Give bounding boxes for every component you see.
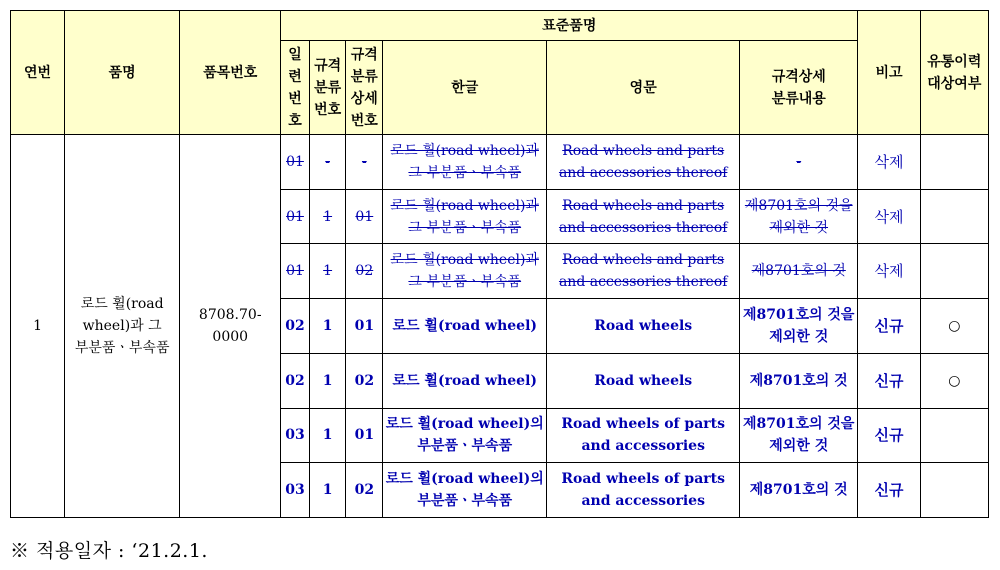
serial-number: 02 [281, 353, 310, 408]
spec-content: 제8701호의 것 [740, 244, 858, 299]
item-name: 로드 휠(road wheel)과 그 부분품ㆍ부속품 [65, 135, 180, 518]
header-seq: 연번 [11, 11, 65, 135]
spec-detail-number: 01 [346, 408, 383, 463]
spec-content: 제8701호의 것을 제외한 것 [740, 189, 858, 244]
header-serial: 일 련 번 호 [281, 41, 310, 135]
spec-class-number: 1 [309, 353, 346, 408]
korean-name: 로드 휠(road wheel) [383, 353, 547, 408]
remark: 신규 [858, 463, 920, 518]
distribution-flag [920, 408, 988, 463]
spec-content: 제8701호의 것 [740, 463, 858, 518]
english-name: Road wheels and parts and accessories thereof [547, 244, 740, 299]
item-seq: 1 [11, 135, 65, 518]
spec-class-number: 1 [309, 299, 346, 354]
distribution-flag [920, 189, 988, 244]
english-name: Road wheels of parts and accessories [547, 463, 740, 518]
spec-class-number: 1 [309, 189, 346, 244]
spec-detail-number: - [346, 135, 383, 190]
korean-name: 로드 휠(road wheel)의 부분품ㆍ부속품 [383, 408, 547, 463]
header-standard-group: 표준품명 [281, 11, 858, 41]
korean-name: 로드 휠(road wheel)과 그 부분품ㆍ부속품 [383, 189, 547, 244]
header-item-name: 품명 [65, 11, 180, 135]
spec-detail-number: 02 [346, 244, 383, 299]
serial-number: 01 [281, 244, 310, 299]
remark: 신규 [858, 408, 920, 463]
remark: 신규 [858, 353, 920, 408]
korean-name: 로드 휠(road wheel)과 그 부분품ㆍ부속품 [383, 135, 547, 190]
spec-detail-number: 02 [346, 353, 383, 408]
spec-detail-number: 02 [346, 463, 383, 518]
english-name: Road wheels and parts and accessories thereof [547, 189, 740, 244]
spec-content: 제8701호의 것 [740, 353, 858, 408]
header-english: 영문 [547, 41, 740, 135]
distribution-flag [920, 135, 988, 190]
spec-class-number: 1 [309, 463, 346, 518]
distribution-flag [920, 463, 988, 518]
spec-class-number: 1 [309, 408, 346, 463]
header-spec-content: 규격상세 분류내용 [740, 41, 858, 135]
distribution-flag: ○ [920, 353, 988, 408]
header-item-code: 품목번호 [180, 11, 281, 135]
spec-content: 제8701호의 것을 제외한 것 [740, 299, 858, 354]
remark: 신규 [858, 299, 920, 354]
header-korean: 한글 [383, 41, 547, 135]
korean-name: 로드 휠(road wheel)과 그 부분품ㆍ부속품 [383, 244, 547, 299]
serial-number: 03 [281, 463, 310, 518]
remark: 삭제 [858, 189, 920, 244]
spec-class-number: 1 [309, 244, 346, 299]
english-name: Road wheels [547, 353, 740, 408]
serial-number: 01 [281, 189, 310, 244]
korean-name: 로드 휠(road wheel) [383, 299, 547, 354]
serial-number: 01 [281, 135, 310, 190]
spec-class-number: - [309, 135, 346, 190]
header-spec-detail: 규격 분류 상세 번호 [346, 41, 383, 135]
header-distribution: 유통이력 대상여부 [920, 11, 988, 135]
serial-number: 03 [281, 408, 310, 463]
header-remark: 비고 [858, 11, 920, 135]
remark: 삭제 [858, 244, 920, 299]
spec-detail-number: 01 [346, 189, 383, 244]
remark: 삭제 [858, 135, 920, 190]
english-name: Road wheels and parts and accessories thereof [547, 135, 740, 190]
header-spec-class: 규격 분류 번호 [309, 41, 346, 135]
english-name: Road wheels of parts and accessories [547, 408, 740, 463]
spec-detail-number: 01 [346, 299, 383, 354]
serial-number: 02 [281, 299, 310, 354]
distribution-flag: ○ [920, 299, 988, 354]
table-row [11, 135, 989, 190]
distribution-flag [920, 244, 988, 299]
standard-name-table [10, 10, 989, 518]
spec-content: - [740, 135, 858, 190]
footnote: ※ 적용일자 : ‘21.2.1. [10, 540, 208, 562]
item-code: 8708.70-0000 [180, 135, 281, 518]
english-name: Road wheels [547, 299, 740, 354]
korean-name: 로드 휠(road wheel)의 부분품ㆍ부속품 [383, 463, 547, 518]
spec-content: 제8701호의 것을 제외한 것 [740, 408, 858, 463]
